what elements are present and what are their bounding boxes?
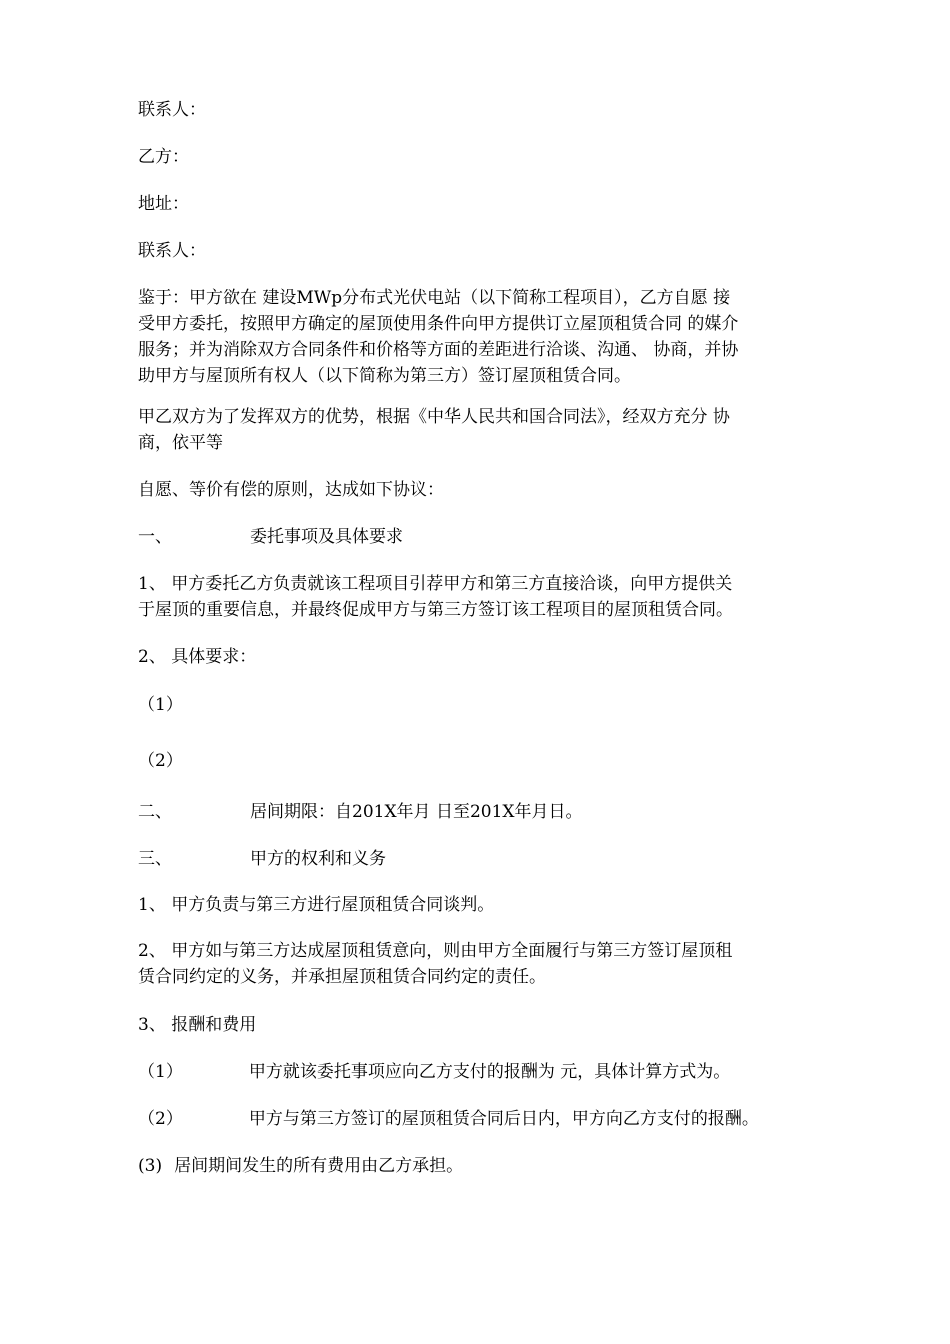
whereas-line: 鉴于：甲方欲在 建设MWp分布式光伏电站（以下简称工程项目），乙方自愿 接 xyxy=(138,288,731,308)
whereas-line: 服务；并为消除双方合同条件和价格等方面的差距进行洽谈、沟通、 协商，并协 xyxy=(138,340,739,360)
section-3-number: 三、 xyxy=(138,849,172,869)
fee-2-number: （2） xyxy=(138,1109,183,1129)
item-line: 于屋顶的重要信息，并最终促成甲方与第三方签订该工程项目的屋顶租赁合同。 xyxy=(138,600,733,620)
party-b-label: 乙方： xyxy=(138,147,189,167)
section-1-number: 一、 xyxy=(138,527,172,547)
section-1-item-1 xyxy=(138,571,828,623)
principle-line: 自愿、等价有偿的原则，达成如下协议： xyxy=(138,480,444,500)
fee-item-3 xyxy=(138,1153,828,1179)
section-3-item-3: 3、 报酬和费用 xyxy=(138,1015,257,1035)
whereas-line: 助甲方与屋顶所有权人（以下简称为第三方）签订屋顶租赁合同。 xyxy=(138,366,631,386)
section-1-item-2: 2、 具体要求： xyxy=(138,647,257,667)
section-3-heading xyxy=(138,846,828,872)
purpose-line: 甲乙双方为了发挥双方的优势，根据《中华人民共和国合同法》，经双方充分 协 xyxy=(138,407,730,427)
whereas-line: 受甲方委托，按照甲方确定的屋顶使用条件向甲方提供订立屋顶租赁合同 的媒介 xyxy=(138,314,739,334)
fee-item-2 xyxy=(138,1106,828,1132)
fee-item-1 xyxy=(138,1059,828,1085)
fee-1-number: （1） xyxy=(138,1062,183,1082)
fee-1-text: 甲方就该委托事项应向乙方支付的报酬为 元，具体计算方式为。 xyxy=(248,1062,731,1082)
contact-a-label: 联系人： xyxy=(138,100,206,120)
section-3-item-1: 1、 甲方负责与第三方进行屋顶租赁合同谈判。 xyxy=(138,895,495,915)
sub-item-1: （1） xyxy=(138,695,183,715)
section-1-heading xyxy=(138,524,828,550)
fee-2-text: 甲方与第三方签订的屋顶租赁合同后日内，甲方向乙方支付的报酬。 xyxy=(248,1109,759,1129)
purpose-paragraph xyxy=(138,404,828,456)
contact-b-label: 联系人： xyxy=(138,241,206,261)
section-2-number: 二、 xyxy=(138,802,172,822)
whereas-paragraph xyxy=(138,285,828,389)
section-1-title: 委托事项及具体要求 xyxy=(250,527,403,547)
sub-item-2: （2） xyxy=(138,751,183,771)
item-line: 赁合同约定的义务，并承担屋顶租赁合同约定的责任。 xyxy=(138,967,546,987)
purpose-line: 商，依平等 xyxy=(138,433,223,453)
fee-3-text: 居间期间发生的所有费用由乙方承担。 xyxy=(174,1156,464,1176)
item-line: 1、 甲方委托乙方负责就该工程项目引荐甲方和第三方直接洽谈，向甲方提供关 xyxy=(138,574,733,594)
address-label: 地址： xyxy=(138,194,189,214)
section-3-item-2 xyxy=(138,938,828,990)
item-line: 2、 甲方如与第三方达成屋顶租赁意向，则由甲方全面履行与第三方签订屋顶租 xyxy=(138,941,733,961)
fee-3-number: (3) xyxy=(138,1156,163,1176)
section-2-title: 居间期限：自201X年月 日至201X年月日。 xyxy=(250,802,583,822)
section-3-title: 甲方的权利和义务 xyxy=(250,849,386,869)
section-2-heading xyxy=(138,799,828,825)
